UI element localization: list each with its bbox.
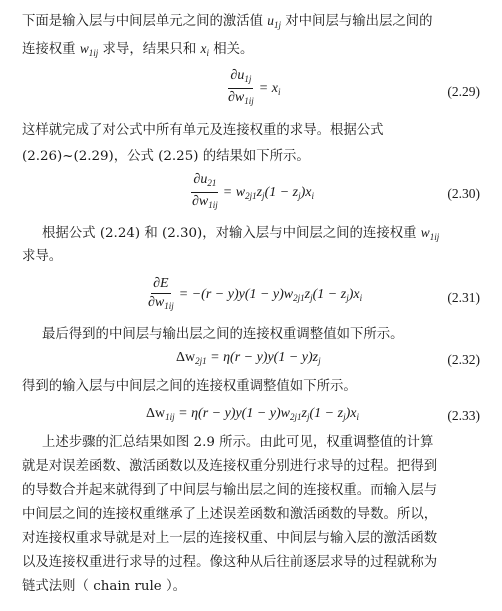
equation-number: (2.31) bbox=[447, 290, 480, 305]
equation-2-30: $\frac{\partial u_{21}}{\partial w_{1ij}}$ = $w_{2j1}z_j(1 - z_j)x_i$ bbox=[190, 172, 314, 213]
math-var: $u_{1j}$ bbox=[267, 13, 282, 30]
text-line: (2.26)~(2.29)，公式 (2.25) 的结果如下所示。 bbox=[22, 149, 310, 164]
equation-number: (2.32) bbox=[447, 352, 480, 367]
equation-2-29: $\frac{\partial u_{1j}}{\partial w_{1ij}}$ = $x_i$ bbox=[226, 68, 280, 109]
math-var: $w_{1ij}$ bbox=[420, 225, 440, 242]
equation-2-32: $\Delta w_{2j1} = \eta(r - y)y(1 - y)z_j$ bbox=[176, 350, 321, 366]
text: 相关。 bbox=[213, 42, 254, 57]
text-line: 上述步骤的汇总结果如图 2.9 所示。由此可见，权重调整值的计算 bbox=[42, 435, 434, 450]
text-line: 这样就完成了对公式中所有单元及连接权重的求导。根据公式 bbox=[22, 123, 384, 138]
text-line bbox=[22, 12, 433, 34]
equation-number: (2.30) bbox=[447, 186, 480, 201]
fraction: $\frac{\partial u_{21}}{\partial w_{1ij}}$ bbox=[192, 172, 218, 210]
text-line: 的导数合并起来就得到了中间层与输出层之间的连接权重。而输入层与 bbox=[22, 483, 438, 498]
math-var: $w_{1ij}$ bbox=[79, 41, 99, 58]
text: 对中间层与输出层之间的 bbox=[285, 14, 433, 29]
fraction: $\frac{\partial u_{1j}}{\partial w_{1ij}}$ bbox=[228, 68, 254, 106]
text: 求导，结果只和 bbox=[102, 42, 197, 57]
fraction: $\frac{\partial E}{\partial w_{1ij}}$ bbox=[148, 276, 174, 311]
equation-number: (2.33) bbox=[447, 408, 480, 423]
text-line: 对连接权重求导就是对上一层的连接权重、中间层与输入层的激活函数 bbox=[22, 531, 438, 546]
text-line bbox=[22, 40, 253, 62]
text: 根据公式 (2.24) 和 (2.30)，对输入层与中间层之间的连接权重 bbox=[42, 226, 417, 241]
equation-number: (2.29) bbox=[447, 84, 480, 99]
text-line: 就是对误差函数、激活函数以及连接权重分别进行求导的过程。把得到 bbox=[22, 459, 438, 474]
text-line: 以及连接权重进行求导的过程。像这种从后往前逐层求导的过程就称为 bbox=[22, 555, 438, 570]
text: 连接权重 bbox=[22, 42, 76, 57]
equation-2-31: $\frac{\partial E}{\partial w_{1ij}}$ = $-(r - y)y(1 - y)w_{2j1}z_j(1 - z_j)x_i$ bbox=[146, 276, 362, 314]
equation-2-33: $\Delta w_{1ij} = \eta(r - y)y(1 - y)w_{2j1}z_j(1 - z_j)x_i$ bbox=[146, 406, 359, 422]
text-line: 得到的输入层与中间层之间的连接权重调整值如下所示。 bbox=[22, 379, 357, 394]
text-line: 最后得到的中间层与输出层之间的连接权重调整值如下所示。 bbox=[42, 327, 404, 342]
text: 下面是输入层与中间层单元之间的激活值 bbox=[22, 14, 264, 29]
math-var: $x_i$ bbox=[200, 41, 210, 58]
text-line bbox=[42, 224, 439, 246]
text-line: 求导。 bbox=[22, 249, 63, 264]
text-line: 中间层之间的连接权重继承了上述误差函数和激活函数的导数。所以， bbox=[22, 507, 438, 522]
text-line: 链式法则（ chain rule ）。 bbox=[22, 579, 187, 594]
